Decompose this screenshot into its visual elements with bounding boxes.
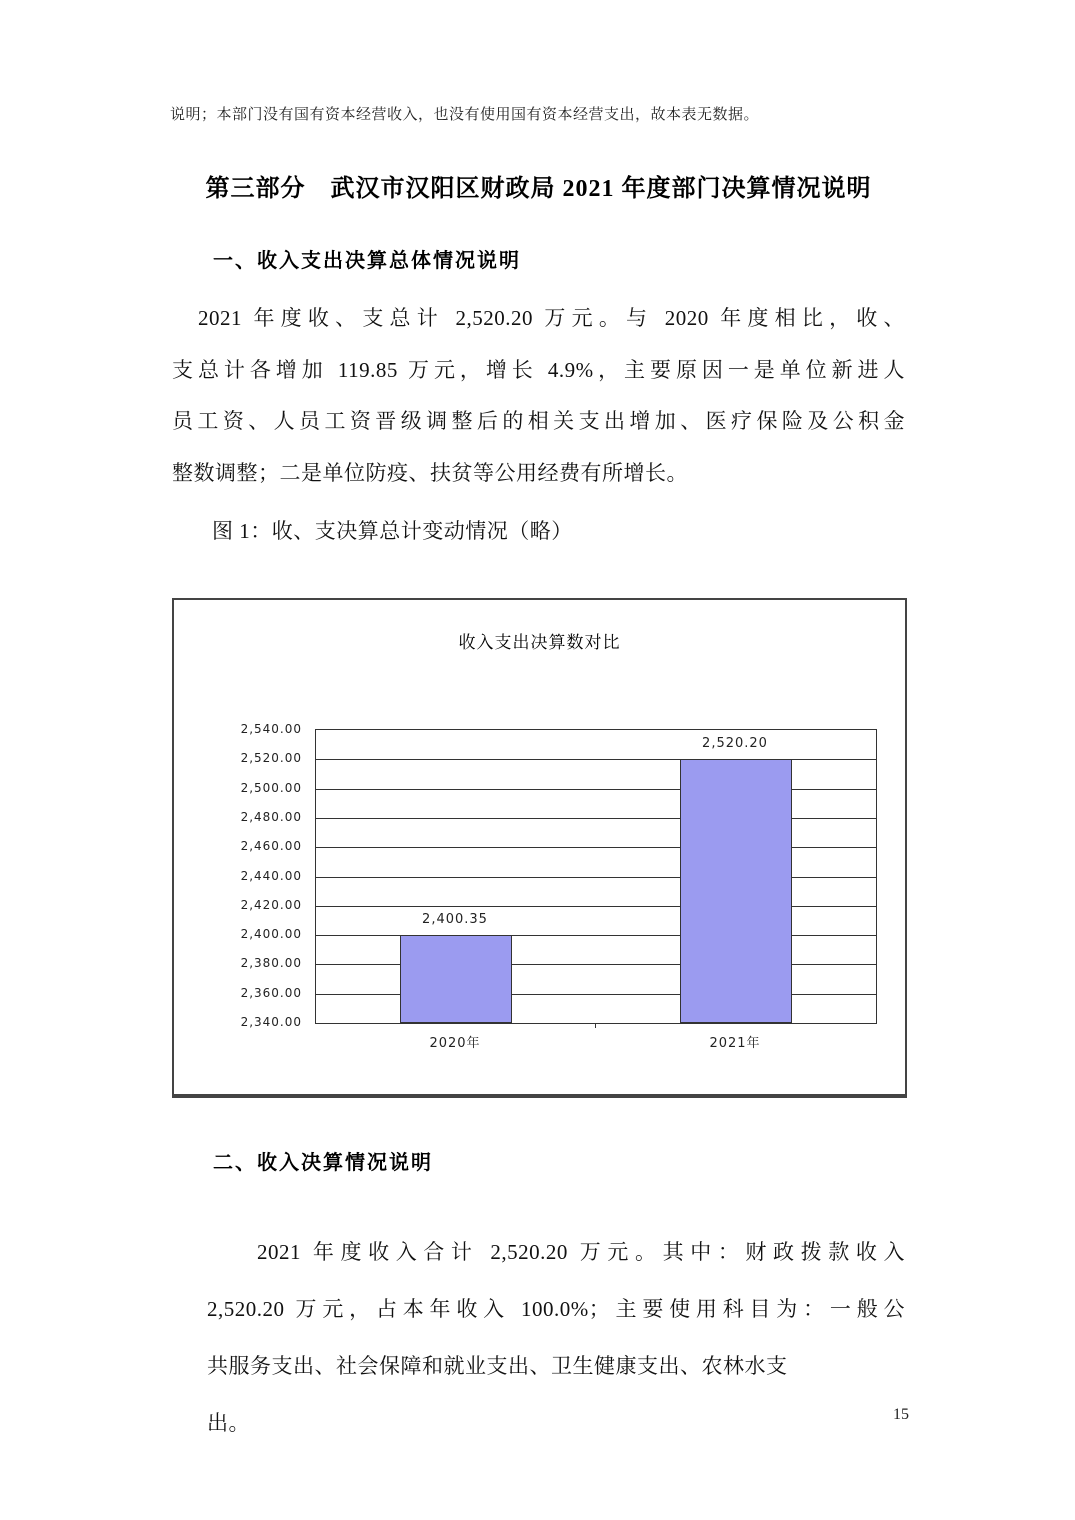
gridline — [316, 906, 876, 907]
figure1-caption: 图 1：收、支决算总计变动情况（略） — [212, 519, 573, 543]
y-axis-tick-label: 2,520.00 — [240, 751, 302, 766]
bar-2020年 — [400, 935, 512, 1023]
bar-chart — [172, 598, 907, 1098]
bar-value-label: 2,400.35 — [422, 911, 488, 927]
y-axis-tick-label: 2,460.00 — [240, 839, 302, 854]
section1-heading: 一、收入支出决算总体情况说明 — [213, 250, 521, 272]
x-axis-category-label: 2021年 — [709, 1036, 761, 1051]
chart-plot-area — [315, 729, 877, 1024]
section2-heading: 二、收入决算情况说明 — [213, 1152, 433, 1174]
y-axis-tick-label: 2,340.00 — [240, 1015, 302, 1029]
section2-paragraph — [207, 1224, 905, 1452]
y-axis-tick-label: 2,500.00 — [240, 780, 302, 795]
paragraph-line: 支总计各增加 119.85 万元，增长 4.9%，主要原因一是单位新进人 — [172, 357, 905, 382]
paragraph-line: 2021 年度收入合计 2,520.20 万元。其中：财政拨款收入 — [257, 1240, 905, 1264]
y-axis-tick-label: 2,420.00 — [240, 897, 302, 912]
paragraph-line: 2021 年度收、支总计 2,520.20 万元。与 2020 年度相比，收、 — [198, 306, 905, 330]
y-axis-tick-label: 2,360.00 — [240, 985, 302, 1000]
bar-2021年 — [680, 759, 792, 1023]
page-number: 15 — [893, 1406, 909, 1423]
gridline — [316, 789, 876, 790]
gridline — [316, 818, 876, 819]
paragraph-line: 出。 — [207, 1411, 250, 1435]
y-axis-tick-label: 2,440.00 — [240, 868, 302, 883]
gridline — [316, 877, 876, 878]
x-axis-category-label: 2020年 — [429, 1036, 481, 1051]
paragraph-line: 员工资、人员工资晋级调整后的相关支出增加、医疗保险及公积金 — [172, 409, 905, 433]
y-axis-tick-label: 2,380.00 — [240, 956, 302, 971]
gridline — [316, 847, 876, 848]
y-axis-tick-label: 2,540.00 — [240, 722, 302, 736]
paragraph-line: 共服务支出、社会保障和就业支出、卫生健康支出、农林水支 — [207, 1354, 788, 1378]
bar-value-label: 2,520.20 — [702, 736, 768, 751]
document-title: 第三部分 武汉市汉阳区财政局 2021 年度部门决算情况说明 — [205, 176, 872, 202]
paragraph-line: 整数调整；二是单位防疫、扶贫等公用经费有所增长。 — [172, 460, 688, 485]
y-axis-tick-label: 2,480.00 — [240, 809, 302, 824]
gridline — [316, 759, 876, 760]
section1-paragraph — [172, 293, 905, 499]
chart-title: 收入支出决算数对比 — [458, 633, 621, 653]
paragraph-line: 2,520.20 万元，占本年收入 100.0%；主要使用科目为：一般公 — [207, 1297, 905, 1321]
x-axis-tick — [595, 1023, 596, 1028]
table-note: 说明；本部门没有国有资本经营收入，也没有使用国有资本经营支出，故本表无数据。 — [170, 107, 760, 123]
y-axis-tick-label: 2,400.00 — [240, 927, 302, 942]
